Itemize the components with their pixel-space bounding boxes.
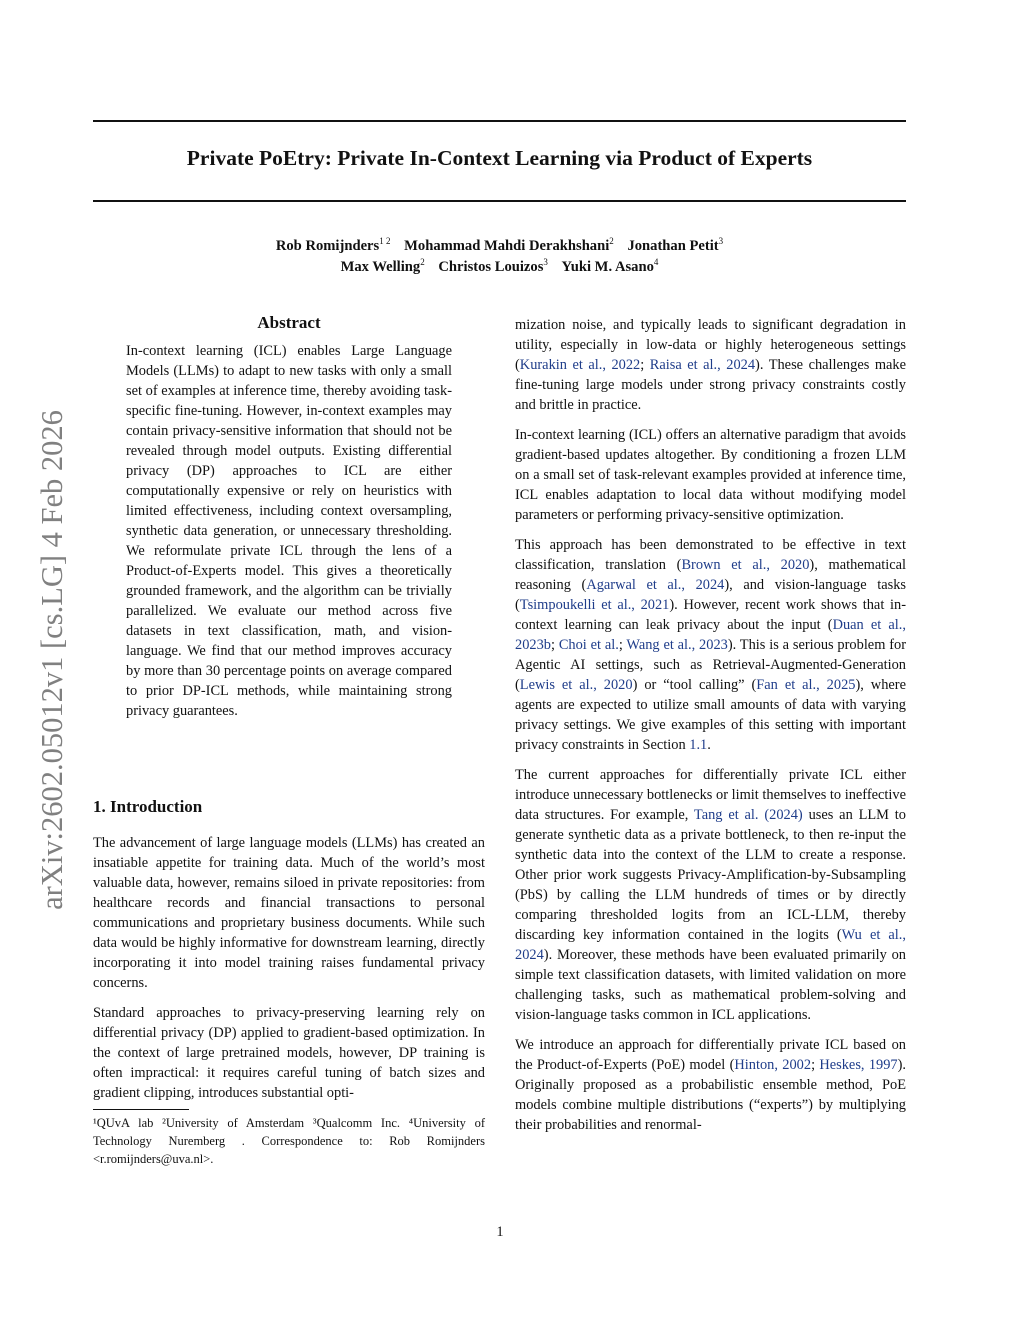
arxiv-margin-stamp: arXiv:2602.05012v1 [cs.LG] 4 Feb 2026	[35, 410, 69, 910]
author: Rob Romijnders$^{1 2}$	[275, 236, 391, 254]
author: Max Welling$^2$	[340, 257, 425, 275]
page-number: 1	[496, 1224, 504, 1240]
author: Yuki M. Asano$^4$	[561, 257, 659, 275]
abstract-heading: Abstract	[257, 313, 321, 332]
citation-link[interactable]: Tang et al. (2024)	[693, 807, 803, 823]
paragraph: In-context learning (ICL) offers an alternative paradigm that avoids gradient-based updates altogether. By conditioning a frozen LLM on a small set of task-relevant examples provided at inference time, ICL enables adaptation to local data without modifying model parameters or performing privacy-sensitive optimization.	[515, 427, 906, 523]
citation-link[interactable]: Tsimpoukelli et al., 2021	[519, 597, 670, 613]
citation-link[interactable]: Wang et al., 2023	[626, 637, 728, 653]
citation-link[interactable]: Wu et al., 2024	[515, 927, 906, 963]
citation-link[interactable]: Heskes, 1997	[819, 1057, 898, 1073]
paper-title: Private PoEtry: Private In-Context Learning via Product of Experts	[186, 146, 813, 170]
citation-link[interactable]: Fan et al., 2025	[756, 677, 856, 693]
paragraph: This approach has been demonstrated to be effective in text classification, translation (Brown et al., 2020), mathematical reasoning (Agarwal et al., 2024), and vision-language tasks (Tsimpoukelli et al., 2021). However, recent work shows that in-context learning can leak privacy about the input (Duan et al., 2023b; Choi et al.; Wang et al., 2023). This is a serious problem for Agentic AI settings, such as Retrieval-Augmented-Generation (Lewis et al., 2020) or “tool calling” (Fan et al., 2025), where agents are expected to utilize small amounts of data with varying privacy settings. We give examples of this setting with important privacy constraints in Section 1.1.	[515, 537, 907, 753]
citation-link[interactable]: Lewis et al., 2020	[519, 677, 633, 693]
author: Christos Louizos$^3$	[438, 257, 548, 275]
paragraph: The advancement of large language models (LLMs) has created an insatiable appetite for training data. Much of the world’s most valuable data, however, remains siloed in private repositories: from healthcare records and financial transactions to personal communications and proprietary business documents. While such data would be highly informative for downstream learning, directly incorporating it into model training raises fundamental privacy concerns.	[93, 835, 485, 991]
affiliation-footnote: ¹QUvA lab ²University of Amsterdam ³Qualcomm Inc. ⁴University of Technology Nuremberg . Correspondence to: Rob Romijnders <r.romijnders@uva.nl>.	[93, 1116, 485, 1166]
author: Mohammad Mahdi Derakhshani$^2$	[404, 236, 614, 254]
citation-link[interactable]: Choi et al.	[558, 637, 619, 653]
abstract-text: In-context learning (ICL) enables Large Language Models (LLMs) to adapt to new tasks with only a small set of examples at inference time, thereby avoiding task-specific fine-tuning. However, in-context examples may contain privacy-sensitive information that should not be revealed through model outputs. Existing differential privacy (DP) approaches to ICL are either computationally expensive or rely on heuristics with limited effectiveness, including context oversampling, synthetic data generation, or unnecessary thresholding. We reformulate private ICL through the lens of a Product-of-Experts model. This gives a theoretically grounded framework, and the algorithm can be trivially parallelized. We evaluate our method across five datasets in text classification, math, and vision-language. We find that our method improves accuracy by more than 30 percentage points on average compared to prior DP-ICL methods, while maintaining strong privacy guarantees.	[126, 343, 452, 719]
citation-link[interactable]: Kurakin et al., 2022	[519, 357, 641, 373]
authors-row-1	[93, 236, 906, 256]
citation-link[interactable]: Hinton, 2002	[734, 1057, 812, 1073]
citation-link[interactable]: Brown et al., 2020	[681, 557, 810, 573]
citation-link[interactable]: Raisa et al., 2024	[649, 357, 756, 373]
intro-left-column	[93, 833, 485, 1113]
title-bottom-rule	[93, 200, 906, 202]
author: Jonathan Petit$^3$	[627, 236, 724, 254]
paragraph: We introduce an approach for differentially private ICL based on the Product-of-Experts (PoE) model (Hinton, 2002; Heskes, 1997). Originally proposed as a probabilistic ensemble method, PoE models combine multiple distributions (“experts”) by multiplying their probabilities and renormal-	[515, 1037, 906, 1133]
authors-row-2	[93, 257, 906, 277]
section-link[interactable]: 1.1	[689, 737, 708, 753]
footnote-rule	[93, 1109, 189, 1110]
intro-right-column	[515, 315, 906, 1145]
paragraph: Standard approaches to privacy-preserving learning rely on differential privacy (DP) applied to gradient-based optimization. In the context of large pretrained models, however, DP training is often impractical: it requires careful tuning of batch sizes and gradient clipping, introduces substantial opti-	[93, 1005, 485, 1101]
paragraph: mization noise, and typically leads to significant degradation in utility, especially in low-data or highly heterogeneous settings (Kurakin et al., 2022; Raisa et al., 2024). These challenges make fine-tuning large models under strong privacy constraints costly and brittle in practice.	[515, 317, 906, 413]
citation-link[interactable]: Agarwal et al., 2024	[586, 577, 725, 593]
section-heading-introduction: 1. Introduction	[93, 797, 203, 816]
top-rule	[93, 120, 906, 122]
paragraph: The current approaches for differentially private ICL either introduce unnecessary bottlenecks or limit themselves to ineffective data structures. For example, Tang et al. (2024) uses an LLM to generate synthetic data as a private bottleneck, to then re-input the synthetic data into the context of the LLM to create a response. Other prior work suggests Privacy-Amplification-by-Subsampling (PbS) by calling the LLM hundreds of times or by directly comparing thresholded logits from an ICL-LLM, thereby discarding key information contained in the logits (Wu et al., 2024). Moreover, these methods have been evaluated primarily on simple text classification datasets, with limited validation on more challenging tasks, such as mathematical problem-solving and vision-language tasks common in ICL applications.	[515, 767, 907, 1023]
citation-link[interactable]: Duan et al., 2023b	[515, 617, 906, 653]
